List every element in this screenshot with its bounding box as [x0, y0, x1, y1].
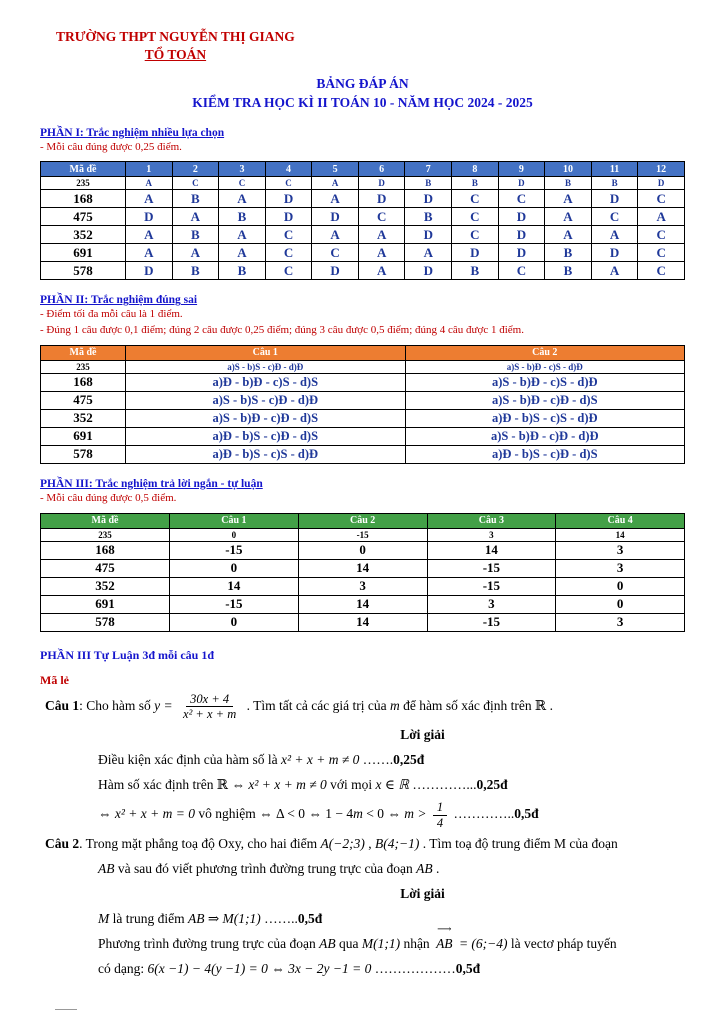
answer-cell: 14	[298, 595, 427, 613]
text-run: là trung điểm	[109, 910, 188, 926]
text-run: 6(x −1) − 4(y −1) = 0 ⇔ 3x − 2y −1 = 0	[147, 960, 372, 976]
text-run: . Tìm toạ độ trung điểm M của đoạn	[419, 835, 618, 851]
text-run: với mọi	[326, 777, 376, 793]
answer-cell: 3	[427, 595, 556, 613]
cau2-step3	[98, 959, 685, 980]
text-run: ………………	[371, 960, 456, 976]
text-run: x² + x + m ≠ 0	[248, 777, 327, 793]
loi-giai-cau2	[40, 884, 685, 905]
answer-cell: 3	[427, 528, 556, 541]
text-run: là vectơ pháp tuyến	[507, 935, 617, 951]
text-run: B(4;−1)	[374, 835, 420, 851]
table-row	[41, 262, 685, 280]
answer-cell: a)Đ - b)S - c)S - d)Đ	[126, 445, 406, 463]
answer-cell: A	[358, 244, 405, 262]
col-header: 8	[452, 162, 499, 177]
school-header	[56, 28, 295, 63]
text-run: (1;1)	[233, 910, 261, 926]
answer-cell: C	[265, 244, 312, 262]
col-header: 6	[358, 162, 405, 177]
part1-heading: PHẦN I: Trắc nghiệm nhiều lựa chọn	[40, 126, 225, 139]
answer-cell: B	[172, 262, 219, 280]
answer-cell: -15	[170, 595, 299, 613]
answer-cell: 3	[298, 577, 427, 595]
answer-cell: C	[172, 177, 219, 190]
col-header-exam-code: Mã đề	[41, 345, 126, 360]
text-run: m	[389, 697, 400, 713]
fraction: $\frac{1}{4}$	[433, 800, 447, 830]
part3-heading: PHẦN III: Trắc nghiệm trả lời ngắn - tự luận	[40, 477, 263, 490]
answer-cell: A	[126, 226, 173, 244]
text-run: m	[353, 806, 363, 822]
exam-code-cell: 168	[41, 541, 170, 559]
text-run: = (6;−4)	[455, 935, 508, 951]
answer-cell: B	[452, 177, 499, 190]
text-run: AB ⇒ M	[187, 910, 234, 926]
exam-code-cell: 352	[41, 577, 170, 595]
col-header-exam-code: Mã đề	[41, 513, 170, 528]
answer-cell: A	[312, 226, 359, 244]
answer-cell: B	[452, 262, 499, 280]
cau1-step2	[98, 775, 685, 796]
answer-cell: 14	[170, 577, 299, 595]
col-header: Câu 3	[427, 513, 556, 528]
exam-code-cell: 168	[41, 190, 126, 208]
table-row	[41, 613, 685, 631]
text-run: Lời giải	[400, 885, 445, 901]
table-row	[41, 577, 685, 595]
answer-cell: A	[172, 244, 219, 262]
answer-cell: 0	[556, 595, 685, 613]
footer-mark	[55, 1009, 77, 1010]
text-run: 0,25đ	[476, 777, 508, 793]
answer-cell: C	[265, 226, 312, 244]
answer-cell: a)S - b)S - c)Đ - d)Đ	[126, 391, 406, 409]
answer-cell: A	[312, 190, 359, 208]
text-run: ……..	[260, 910, 298, 926]
vector-arrow-icon: ⟶	[437, 924, 452, 936]
answer-cell: 3	[556, 559, 685, 577]
answer-cell: A	[591, 226, 638, 244]
answer-cell: A	[312, 177, 359, 190]
answer-cell: D	[312, 208, 359, 226]
cau1-step1	[98, 750, 685, 771]
answer-cell: A	[126, 177, 173, 190]
text-run: M	[98, 910, 110, 926]
text-run: M(1;1)	[361, 935, 401, 951]
cau1-step3	[98, 800, 685, 830]
exam-code-cell: 691	[41, 244, 126, 262]
answer-cell: C	[498, 190, 545, 208]
col-header: 1	[126, 162, 173, 177]
answer-cell: C	[591, 208, 638, 226]
text-run: …………...	[408, 777, 477, 793]
department-name: TỔ TOÁN	[144, 46, 207, 62]
col-header: 7	[405, 162, 452, 177]
answer-cell: D	[265, 190, 312, 208]
part2-answer-table	[40, 345, 685, 464]
answer-cell: -15	[298, 528, 427, 541]
table-row	[41, 190, 685, 208]
answer-cell: A	[219, 190, 266, 208]
col-header: 9	[498, 162, 545, 177]
exam-code-cell: 235	[41, 360, 126, 373]
answer-cell: A	[126, 190, 173, 208]
text-run: < 0 ⇔	[362, 806, 405, 822]
answer-cell: C	[312, 244, 359, 262]
text-run: nhận	[400, 935, 434, 951]
answer-cell: C	[638, 244, 685, 262]
col-header: Câu 1	[170, 513, 299, 528]
col-header: 11	[591, 162, 638, 177]
text-run: và sau đó viết phương trình đường trung trực của đoạn	[114, 860, 417, 876]
answer-cell: A	[545, 226, 592, 244]
answer-cell: B	[172, 226, 219, 244]
answer-cell: 0	[170, 613, 299, 631]
table-row	[41, 445, 685, 463]
text-run: . Tìm tất cả các giá trị của	[243, 697, 390, 713]
answer-cell: 0	[298, 541, 427, 559]
answer-cell: D	[498, 208, 545, 226]
answer-cell: a)S - b)S - c)Đ - d)Đ	[126, 360, 406, 373]
col-header: 2	[172, 162, 219, 177]
answer-cell: C	[452, 226, 499, 244]
answer-cell: D	[498, 177, 545, 190]
section-part2	[40, 294, 685, 464]
col-header: 5	[312, 162, 359, 177]
essay-solution	[40, 692, 685, 980]
text-run: ,	[364, 835, 375, 851]
text-run: y =	[154, 697, 177, 713]
part2-heading: PHẦN II: Trắc nghiệm đúng sai	[40, 294, 198, 307]
part1-answer-table	[40, 161, 685, 280]
answer-cell: -15	[427, 613, 556, 631]
answer-cell: C	[265, 177, 312, 190]
col-header: Câu 2	[405, 345, 685, 360]
text-run: AB	[416, 860, 433, 876]
col-header: Câu 1	[126, 345, 406, 360]
cau2-statement-line2	[98, 859, 685, 880]
answer-cell: D	[126, 208, 173, 226]
answer-cell: C	[638, 190, 685, 208]
text-run: 0,5đ	[455, 960, 481, 976]
table-row	[41, 360, 685, 373]
table-header-row	[41, 513, 685, 528]
text-run: : Cho hàm số	[79, 697, 155, 713]
text-run: Lời giải	[400, 727, 445, 743]
col-header: 10	[545, 162, 592, 177]
answer-cell: B	[219, 262, 266, 280]
col-header: Câu 4	[556, 513, 685, 528]
school-name: TRƯỜNG THPT NGUYỄN THỊ GIANG	[56, 29, 295, 44]
table-row	[41, 595, 685, 613]
answer-cell: A	[358, 262, 405, 280]
answer-cell: C	[358, 208, 405, 226]
table-row	[41, 541, 685, 559]
answer-cell: C	[452, 208, 499, 226]
answer-cell: A	[219, 244, 266, 262]
answer-cell: A	[545, 208, 592, 226]
answer-cell: D	[405, 262, 452, 280]
text-run: 0,25đ	[393, 752, 425, 768]
section-part1	[40, 127, 685, 281]
text-run: x² + x + m = 0	[114, 806, 195, 822]
exam-code-cell: 475	[41, 208, 126, 226]
part2-note-2: - Đúng 1 câu được 0,1 điểm; đúng 2 câu được 0,25 điểm; đúng 3 câu được 0,5 điểm; đúng 4 câu được 1 điểm.	[40, 324, 524, 337]
text-run: . Trong mặt phẳng toạ độ Oxy, cho hai điểm	[79, 835, 321, 851]
exam-code-cell: 352	[41, 409, 126, 427]
answer-cell: A	[358, 226, 405, 244]
doc-title-line1: BẢNG ĐÁP ÁN	[316, 75, 409, 91]
answer-cell: A	[126, 244, 173, 262]
essay-heading: PHẦN III Tự Luận 3đ mỗi câu 1đ	[40, 647, 215, 662]
answer-cell: a)S - b)Đ - c)Đ - d)S	[405, 391, 685, 409]
answer-cell: B	[545, 262, 592, 280]
text-run: qua	[335, 935, 362, 951]
answer-cell: 14	[427, 541, 556, 559]
answer-cell: D	[498, 244, 545, 262]
part2-note-1: - Điểm tối đa mỗi câu là 1 điểm.	[40, 308, 183, 321]
table-row	[41, 409, 685, 427]
text-run: Điều kiện xác định của hàm số là	[98, 752, 281, 768]
answer-cell: A	[638, 208, 685, 226]
answer-cell: D	[358, 177, 405, 190]
text-run: 0,5đ	[297, 910, 323, 926]
text-run: có dạng:	[98, 960, 148, 976]
text-run: để hàm số xác định trên ℝ .	[399, 697, 554, 713]
answer-cell: -15	[427, 559, 556, 577]
answer-cell: 0	[556, 577, 685, 595]
answer-cell: A	[219, 226, 266, 244]
cau2-statement-line1	[45, 834, 685, 855]
table-row	[41, 208, 685, 226]
answer-cell: C	[498, 262, 545, 280]
answer-cell: A	[591, 262, 638, 280]
answer-cell: B	[405, 208, 452, 226]
table-row	[41, 177, 685, 190]
text-run: Hàm số xác định trên ℝ ⇔	[98, 777, 249, 793]
exam-code-cell: 352	[41, 226, 126, 244]
answer-cell: B	[405, 177, 452, 190]
answer-cell: D	[358, 190, 405, 208]
document-title	[40, 74, 685, 113]
answer-cell: A	[545, 190, 592, 208]
text-run: x ∈ ℝ	[375, 777, 409, 793]
exam-code-cell: 235	[41, 177, 126, 190]
col-header-exam-code: Mã đề	[41, 162, 126, 177]
answer-cell: C	[265, 262, 312, 280]
text-run: Câu 2	[45, 835, 80, 851]
vector-notation: ⟶ AB	[436, 924, 453, 951]
answer-cell: a)Đ - b)Đ - c)S - d)S	[126, 373, 406, 391]
answer-cell: B	[219, 208, 266, 226]
answer-cell: a)S - b)Đ - c)S - d)Đ	[405, 373, 685, 391]
answer-cell: B	[591, 177, 638, 190]
answer-cell: B	[172, 190, 219, 208]
doc-title-line2: KIỂM TRA HỌC KÌ II TOÁN 10 - NĂM HỌC 2024 - 2025	[192, 95, 533, 111]
answer-cell: a)Đ - b)S - c)S - d)Đ	[405, 409, 685, 427]
answer-cell: B	[545, 244, 592, 262]
answer-cell: a)S - b)Đ - c)Đ - d)Đ	[405, 427, 685, 445]
answer-cell: B	[545, 177, 592, 190]
col-header: Câu 2	[298, 513, 427, 528]
answer-cell: D	[126, 262, 173, 280]
cau2-step1	[98, 909, 685, 930]
answer-cell: 14	[298, 613, 427, 631]
answer-cell: C	[638, 262, 685, 280]
table-row	[41, 391, 685, 409]
table-row	[41, 373, 685, 391]
answer-cell: A	[405, 244, 452, 262]
section-part3	[40, 478, 685, 632]
text-run: m >	[404, 806, 430, 822]
exam-code-cell: 691	[41, 595, 170, 613]
exam-code-cell: 691	[41, 427, 126, 445]
exam-code-label: Mã lẻ	[40, 672, 69, 687]
answer-cell: a)S - b)Đ - c)S - d)Đ	[405, 360, 685, 373]
exam-code-cell: 475	[41, 391, 126, 409]
exam-code-cell: 578	[41, 262, 126, 280]
text-run: Phương trình đường trung trực của đoạn	[98, 935, 320, 951]
table-row	[41, 559, 685, 577]
answer-cell: a)S - b)Đ - c)Đ - d)S	[126, 409, 406, 427]
table-header-row	[41, 162, 685, 177]
text-run: ⇔	[98, 806, 115, 822]
answer-cell: a)Đ - b)S - c)Đ - d)S	[405, 445, 685, 463]
answer-cell: a)Đ - b)S - c)Đ - d)S	[126, 427, 406, 445]
text-run: A(−2;3)	[320, 835, 365, 851]
answer-cell: D	[498, 226, 545, 244]
answer-cell: D	[405, 226, 452, 244]
fraction: $\frac{30x + 4}{\text{x² + x + m}}$	[183, 691, 237, 722]
exam-code-cell: 578	[41, 445, 126, 463]
col-header: 12	[638, 162, 685, 177]
answer-cell: 14	[556, 528, 685, 541]
answer-cell: C	[638, 226, 685, 244]
answer-cell: C	[452, 190, 499, 208]
part3-note: - Mỗi câu đúng được 0,5 điểm.	[40, 491, 177, 504]
text-run: .	[432, 860, 440, 876]
col-header: 4	[265, 162, 312, 177]
exam-code-cell: 168	[41, 373, 126, 391]
part1-note: - Mỗi câu đúng được 0,25 điểm.	[40, 140, 182, 153]
text-run: Câu 1	[45, 697, 80, 713]
answer-cell: C	[219, 177, 266, 190]
text-run: …….	[359, 752, 394, 768]
part3-answer-table	[40, 513, 685, 632]
loi-giai-cau1	[40, 725, 685, 746]
table-row	[41, 427, 685, 445]
table-row	[41, 528, 685, 541]
text-run: …………..	[450, 806, 515, 822]
cau2-step2	[98, 924, 685, 955]
answer-cell: 0	[170, 559, 299, 577]
text-run: AB	[319, 935, 336, 951]
table-row	[41, 226, 685, 244]
table-header-row	[41, 345, 685, 360]
exam-code-cell: 475	[41, 559, 170, 577]
answer-cell: 3	[556, 613, 685, 631]
col-header: 3	[219, 162, 266, 177]
answer-cell: D	[591, 190, 638, 208]
answer-cell: D	[452, 244, 499, 262]
text-run: AB	[98, 860, 115, 876]
answer-cell: 0	[170, 528, 299, 541]
cau1-statement	[45, 692, 685, 722]
table-row	[41, 244, 685, 262]
answer-cell: -15	[427, 577, 556, 595]
answer-cell: D	[312, 262, 359, 280]
answer-cell: -15	[170, 541, 299, 559]
answer-cell: D	[265, 208, 312, 226]
answer-cell: A	[172, 208, 219, 226]
exam-code-cell: 235	[41, 528, 170, 541]
answer-cell: D	[405, 190, 452, 208]
text-run: 0,5đ	[514, 806, 539, 822]
exam-code-cell: 578	[41, 613, 170, 631]
answer-cell: 3	[556, 541, 685, 559]
answer-cell: D	[591, 244, 638, 262]
text-run: vô nghiệm ⇔ Δ < 0 ⇔ 1 − 4	[195, 806, 354, 822]
answer-cell: D	[638, 177, 685, 190]
answer-cell: 14	[298, 559, 427, 577]
text-run: x² + x + m ≠ 0	[280, 752, 360, 768]
